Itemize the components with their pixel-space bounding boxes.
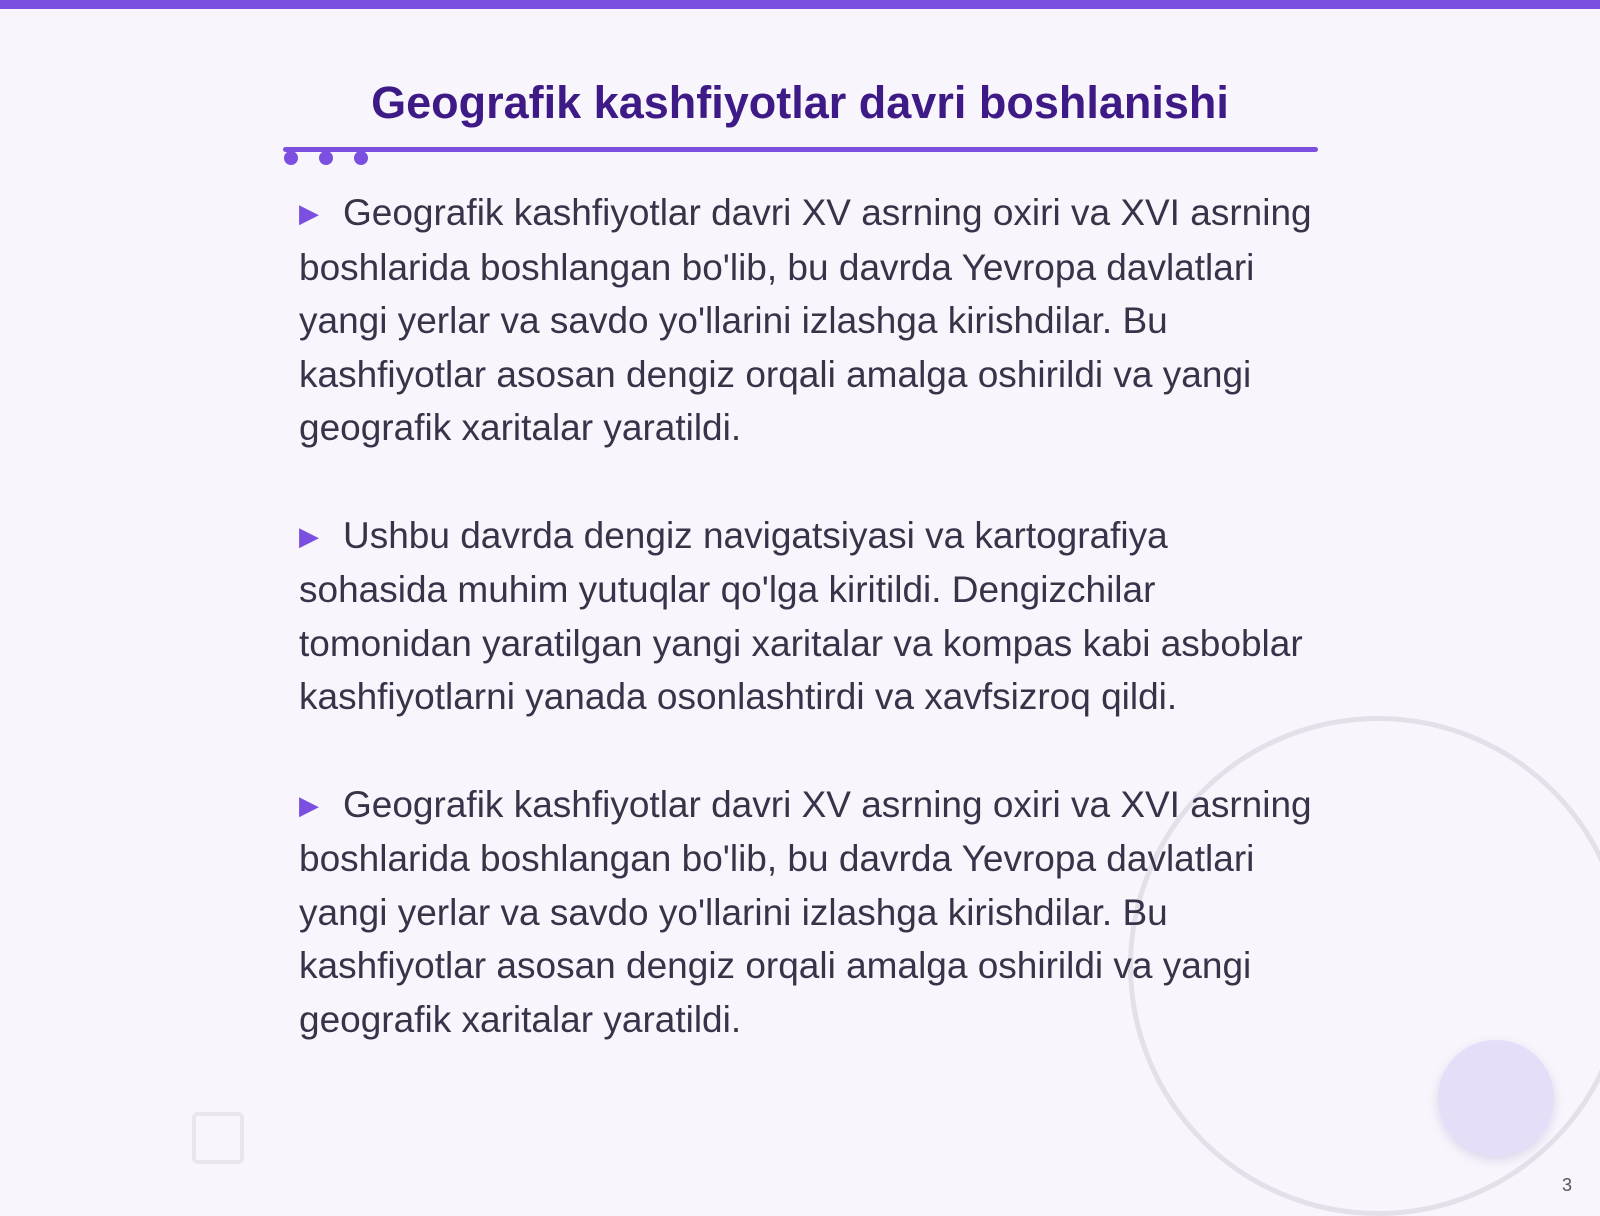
paragraph-3: [299, 778, 1319, 1047]
paragraph-2: [299, 509, 1319, 724]
title-dot-3: [354, 151, 368, 165]
paragraph-text: Geografik kashfiyotlar davri XV asrning oxiri va XVI asrning boshlarida boshlangan bo'lib, bu davrda Yevropa davlatlari yangi yerlar va savdo yo'llarini izlashga kirishdilar. Bu kashfiyotlar asosan dengiz orqali amalga oshirildi va yangi geografik xaritalar yaratildi.: [299, 192, 1312, 448]
paragraph-text: Ushbu davrda dengiz navigatsiyasi va kartografiya sohasida muhim yutuqlar qo'lga kiritildi. Dengizchilar tomonidan yaratilgan yangi xaritalar va kompas kabi asboblar kashfiyotlarni yanada osonlashtirdi va xavfsizroq qildi.: [299, 514, 1303, 717]
bullet-triangle-icon: ▶: [299, 520, 319, 551]
title-underline: [283, 147, 1318, 152]
paragraph-1: [299, 186, 1319, 455]
paragraph-text: Geografik kashfiyotlar davri XV asrning oxiri va XVI asrning boshlarida boshlangan bo'lib, bu davrda Yevropa davlatlari yangi yerlar va savdo yo'llarini izlashga kirishdilar. Bu kashfiyotlar asosan dengiz orqali amalga oshirildi va yangi geografik xaritalar yaratildi.: [299, 783, 1312, 1040]
bullet-triangle-icon: ▶: [299, 198, 319, 228]
slide-title: Geografik kashfiyotlar davri boshlanishi: [371, 77, 1229, 128]
bullet-triangle-icon: ▶: [299, 789, 319, 820]
title-dot-1: [284, 151, 298, 165]
slide-content: [299, 186, 1319, 1100]
decorative-square: [192, 1112, 244, 1164]
decorative-circle: [1438, 1040, 1554, 1156]
title-dot-2: [319, 151, 333, 165]
page-number: 3: [1561, 1175, 1572, 1195]
top-accent-bar: [0, 0, 1600, 9]
